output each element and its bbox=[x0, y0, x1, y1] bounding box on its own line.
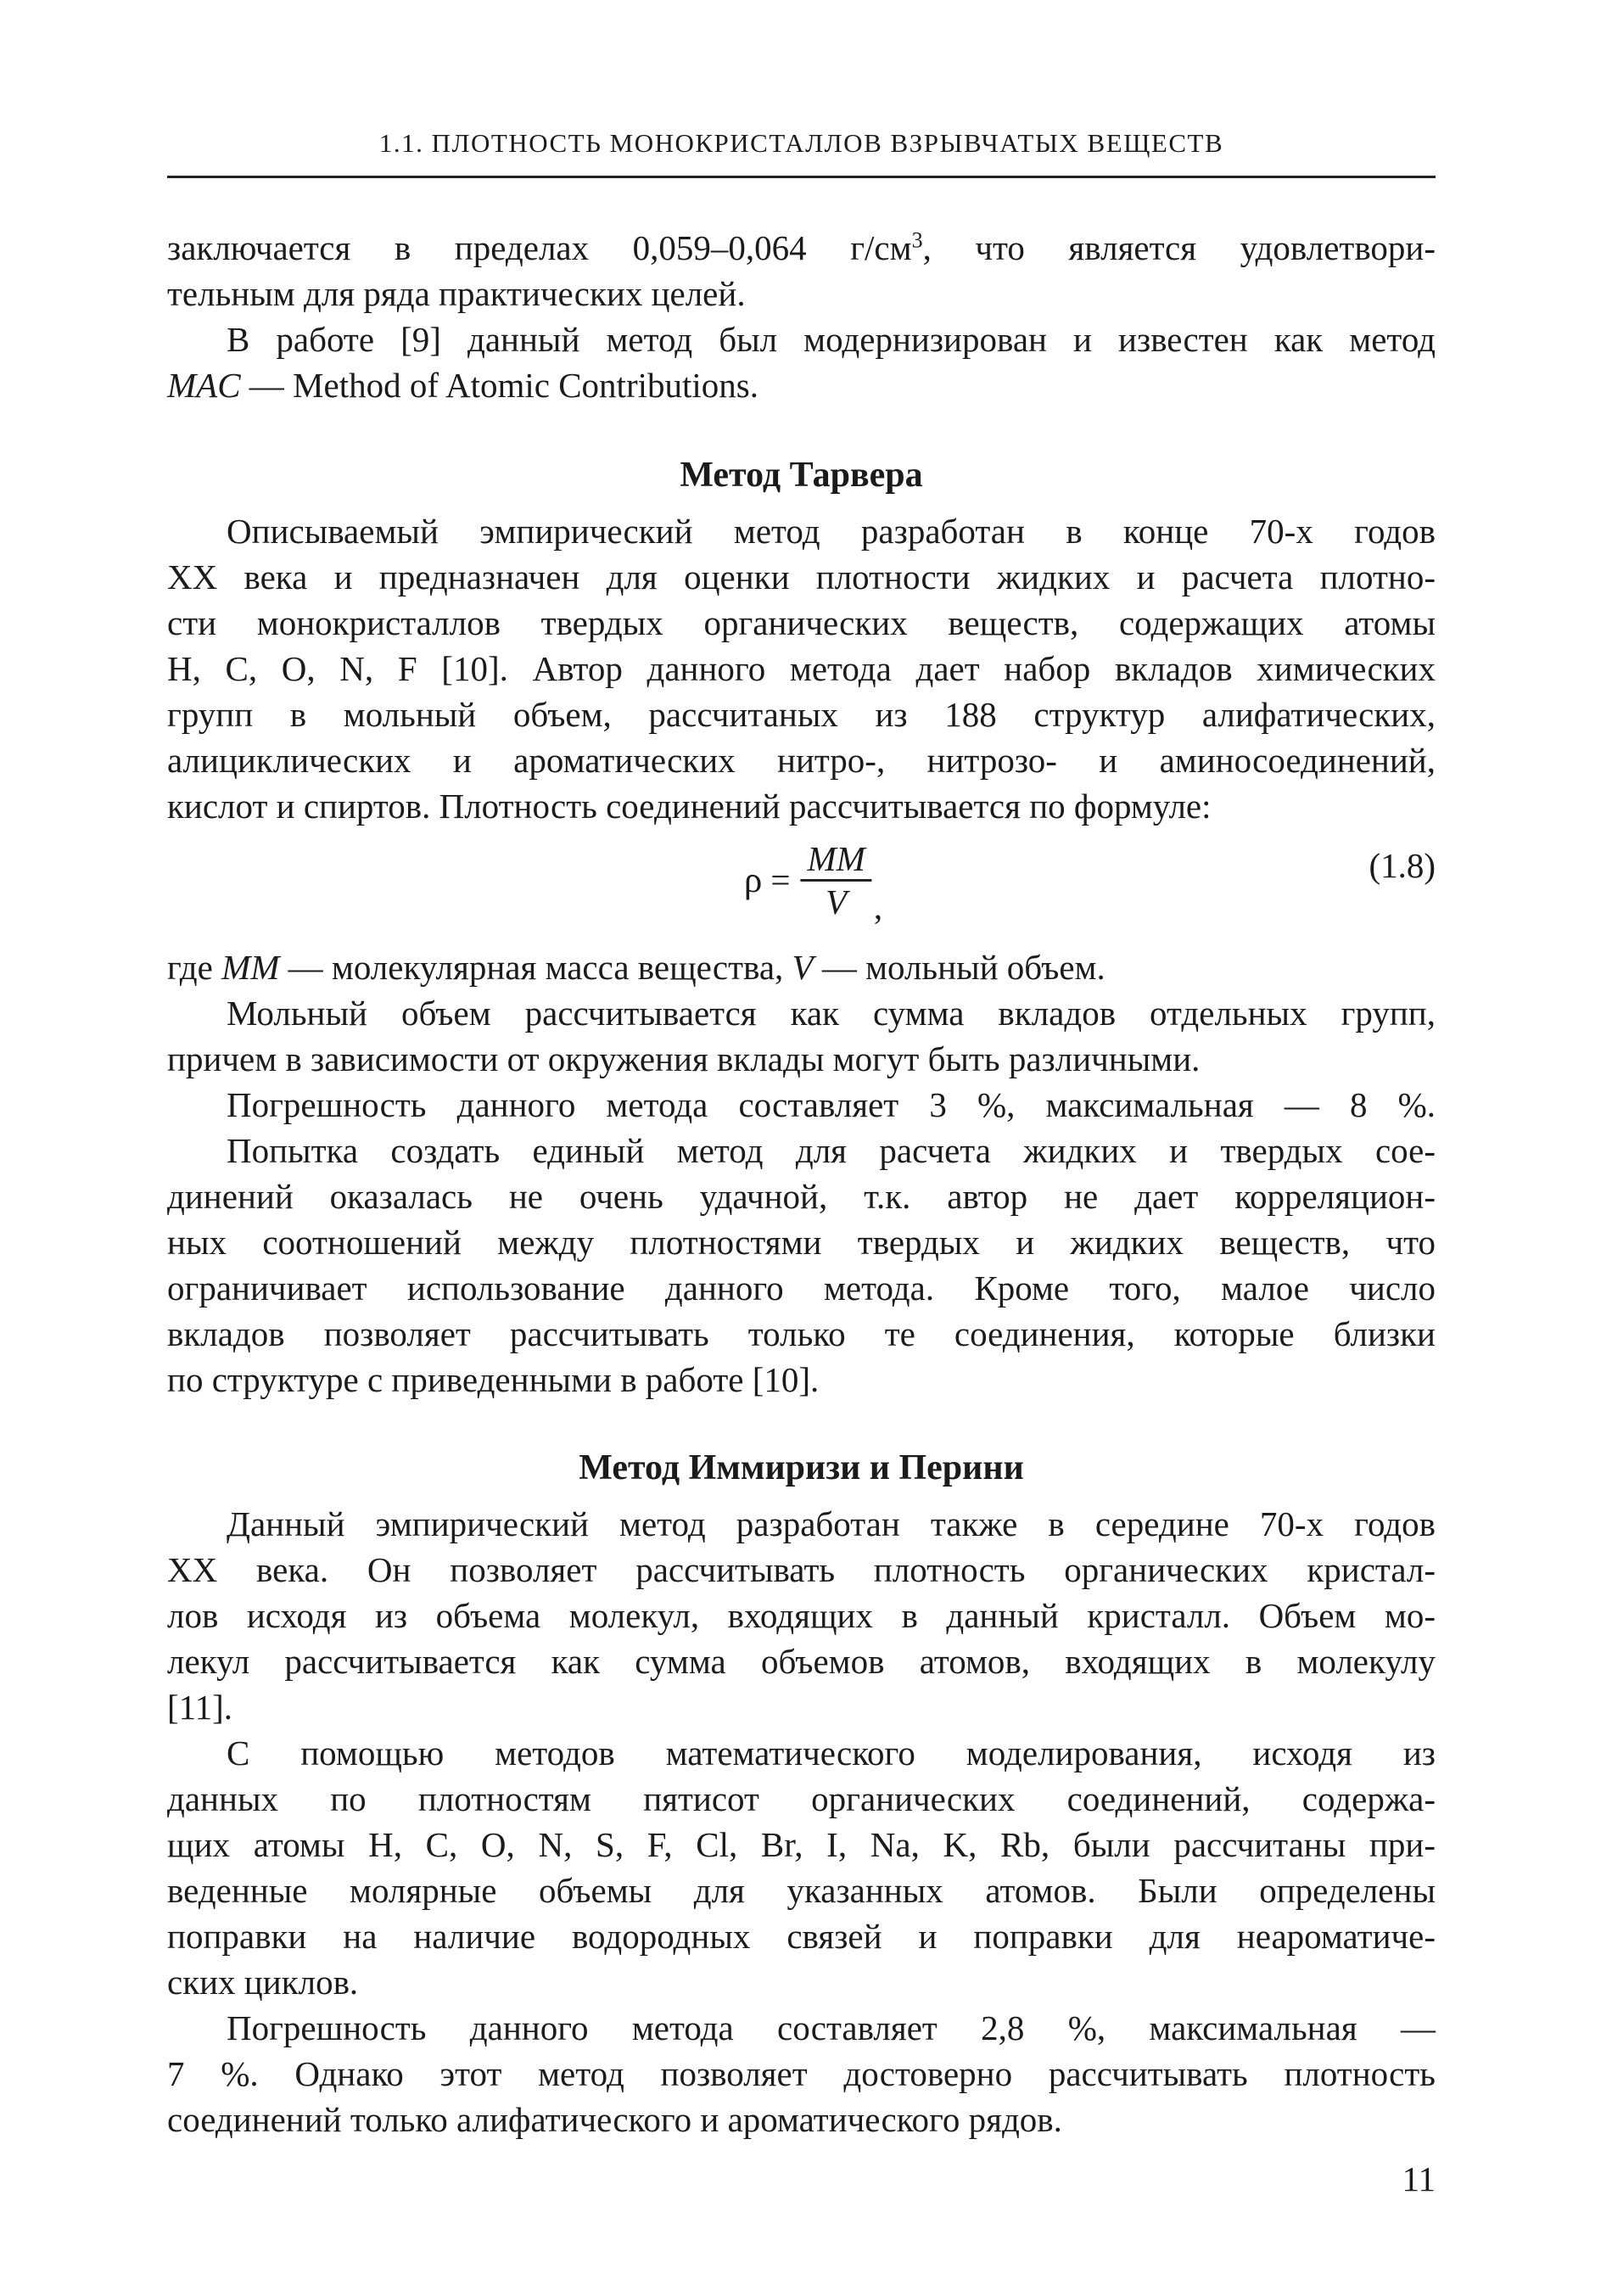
paragraph-line: 7 %. Однако этот метод позволяет достоверно рассчитывать плотность bbox=[167, 2054, 1436, 2093]
paragraph-line: ограничивает использование данного метода. Кроме того, малое число bbox=[167, 1268, 1436, 1308]
paragraph-line bbox=[167, 944, 1436, 990]
equation-number: (1.8) bbox=[1369, 846, 1436, 885]
body-text bbox=[167, 225, 1436, 2202]
text-segment: , что является удовлетвори- bbox=[922, 228, 1436, 267]
paragraph-line: сти монокристаллов твердых органических веществ, содержащих атомы bbox=[167, 603, 1436, 642]
paragraph-line: тельным для ряда практических целей. bbox=[167, 274, 746, 313]
fraction bbox=[801, 838, 872, 922]
paragraph-line bbox=[167, 362, 1436, 408]
paragraph-line: ных соотношений между плотностями твердых и жидких веществ, что bbox=[167, 1223, 1436, 1262]
section-heading-immirzi: Метод Иммиризи и Перини bbox=[579, 1448, 1024, 1487]
paragraph-line: данных по плотностям пятисот органических соединений, содержа- bbox=[167, 1779, 1436, 1818]
paragraph-line: Погрешность данного метода составляет 3 %, максимальная — 8 %. bbox=[227, 1085, 1436, 1124]
paragraph-line: причем в зависимости от окружения вклады могут быть различными. bbox=[167, 1039, 1201, 1078]
paragraph-line: Описываемый эмпирический метод разработан в конце 70-х годов bbox=[227, 512, 1436, 551]
paragraph-line: ских циклов. bbox=[167, 1963, 359, 2002]
paragraph-line: H, C, O, N, F [10]. Автор данного метода дает набор вкладов химических bbox=[167, 649, 1436, 688]
paragraph-line: Данный эмпирический метод разработан также в середине 70-х годов bbox=[227, 1504, 1436, 1543]
superscript-3: 3 bbox=[911, 227, 923, 253]
paragraph-line: [11]. bbox=[167, 1688, 233, 1727]
paragraph-line: XX века и предназначен для оценки плотности жидких и расчета плотно- bbox=[167, 557, 1436, 596]
abbreviation-mac: MAC bbox=[167, 366, 241, 405]
paragraph-line: веденные молярные объемы для указанных атомов. Были определены bbox=[167, 1871, 1436, 1910]
paragraph-line: В работе [9] данный метод был модернизирован и известен как метод bbox=[227, 320, 1436, 359]
paragraph-line: по структуре с приведенными в работе [10]. bbox=[167, 1360, 820, 1399]
density-formula bbox=[743, 836, 883, 927]
variable-v: V bbox=[792, 948, 814, 987]
text-segment: — Method of Atomic Contributions. bbox=[240, 366, 758, 405]
paragraph-line: динений оказалась не очень удачной, т.к. автор не дает корреляцион- bbox=[167, 1177, 1436, 1216]
paragraph-line: соединений только алифатического и ароматического рядов. bbox=[167, 2100, 1062, 2139]
paragraph-line: Погрешность данного метода составляет 2,8 %, максимальная — bbox=[227, 2008, 1436, 2047]
page-number: 11 bbox=[1402, 2159, 1436, 2198]
fraction-numerator: MM bbox=[801, 838, 872, 882]
paragraph-line: групп в мольный объем, рассчитаных из 188 структур алифатических, bbox=[167, 695, 1436, 734]
paragraph-line: кислот и спиртов. Плотность соединений рассчитывается по формуле: bbox=[167, 787, 1212, 826]
equals-sign: = bbox=[770, 860, 791, 899]
text-segment: — молекулярная масса вещества, bbox=[279, 948, 792, 987]
variable-mm: ММ bbox=[221, 948, 280, 987]
paragraph-line: XX века. Он позволяет рассчитывать плотность органических кристал- bbox=[167, 1550, 1436, 1589]
paragraph-line: лов исходя из объема молекул, входящих в данный кристалл. Объем мо- bbox=[167, 1596, 1436, 1635]
paragraph-line: Попытка создать единый метод для расчета жидких и твердых сое- bbox=[227, 1131, 1436, 1170]
paragraph-line bbox=[167, 225, 1436, 271]
paragraph-line: Мольный объем рассчитывается как сумма вкладов отдельных групп, bbox=[227, 994, 1436, 1033]
formula-comma: , bbox=[873, 888, 883, 927]
paragraph-line: С помощью методов математического моделирования, исходя из bbox=[227, 1733, 1436, 1772]
text-segment: — мольный объем. bbox=[813, 948, 1105, 987]
paragraph-line: алициклических и ароматических нитро-, нитрозо- и аминосоединений, bbox=[167, 741, 1436, 780]
equation-block bbox=[167, 836, 1436, 927]
text-segment: заключается в пределах 0,059–0,064 г/см bbox=[167, 228, 912, 267]
paragraph-line: лекул рассчитывается как сумма объемов атомов, входящих в молекулу bbox=[167, 1642, 1436, 1681]
paragraph-line: поправки на наличие водородных связей и поправки для неароматиче- bbox=[167, 1917, 1436, 1956]
fraction-denominator: V bbox=[826, 882, 848, 921]
section-heading-tarver: Метод Тарвера bbox=[680, 456, 923, 495]
rho-symbol: ρ bbox=[743, 860, 763, 900]
header-rule bbox=[167, 176, 1436, 178]
running-header: 1.1. ПЛОТНОСТЬ МОНОКРИСТАЛЛОВ ВЗРЫВЧАТЫХ ВЕЩЕСТВ bbox=[378, 128, 1224, 158]
text-segment: где bbox=[167, 948, 222, 987]
paragraph-line: щих атомы H, C, O, N, S, F, Cl, Br, I, Na, K, Rb, были рассчитаны при- bbox=[167, 1825, 1436, 1864]
paragraph-line: вкладов позволяет рассчитывать только те соединения, которые близки bbox=[167, 1314, 1436, 1353]
